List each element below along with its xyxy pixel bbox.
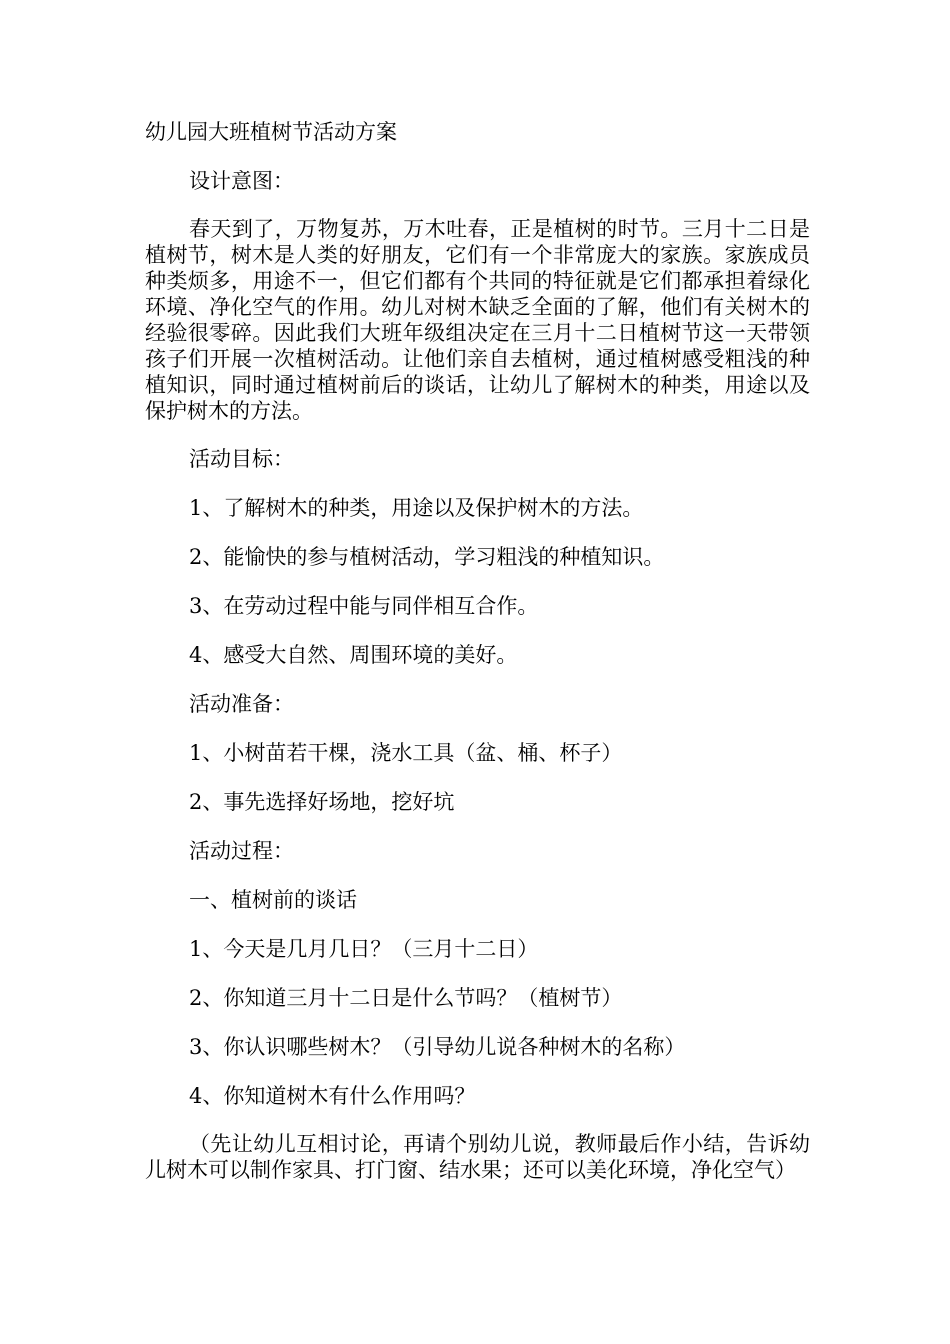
- process-question-4: 4、你知道树木有什么作用吗？: [189, 1084, 476, 1108]
- goal-item-4: 4、感受大自然、周围环境的美好。: [189, 643, 518, 667]
- section-heading-design-intent: 设计意图：: [189, 169, 294, 193]
- process-note: （先让幼儿互相讨论，再请个别幼儿说，教师最后作小结，告诉幼儿树木可以制作家具、打门窗、结水果；还可以美化环境，净化空气）: [145, 1132, 810, 1182]
- document-page: [145, 118, 810, 1204]
- preparation-item-1: 1、小树苗若干棵，浇水工具（盆、桶、杯子）: [189, 741, 623, 765]
- process-question-1: 1、今天是几月几日？（三月十二日）: [189, 937, 539, 961]
- preparation-item-2: 2、事先选择好场地，挖好坑: [189, 790, 455, 814]
- section-heading-goals: 活动目标：: [189, 447, 294, 471]
- goal-item-1: 1、了解树木的种类，用途以及保护树木的方法。: [189, 496, 644, 520]
- goal-item-3: 3、在劳动过程中能与同伴相互合作。: [189, 594, 539, 618]
- document-title: 幼儿园大班植树节活动方案: [145, 120, 397, 144]
- design-intent-body: 春天到了，万物复苏，万木吐春，正是植树的时节。三月十二日是植树节，树木是人类的好朋友，它们有一个非常庞大的家族。家族成员种类烦多，用途不一，但它们都有个共同的特征就是它们都承担着绿化环境、净化空气的作用。幼儿对树木缺乏全面的了解，他们有关树木的经验很零碎。因此我们大班年级组决定在三月十二日植树节这一天带领孩子们开展一次植树活动。让他们亲自去植树，通过植树感受粗浅的种植知识，同时通过植树前后的谈话，让幼儿了解树木的种类，用途以及保护树木的方法。: [145, 217, 810, 423]
- section-heading-process: 活动过程：: [189, 839, 294, 863]
- goal-item-2: 2、能愉快的参与植树活动，学习粗浅的种植知识。: [189, 545, 665, 569]
- process-question-2: 2、你知道三月十二日是什么节吗？（植树节）: [189, 986, 623, 1010]
- section-heading-preparation: 活动准备：: [189, 692, 294, 716]
- process-question-3: 3、你认识哪些树木？（引导幼儿说各种树木的名称）: [189, 1035, 686, 1059]
- process-subheading-1: 一、植树前的谈话: [189, 888, 357, 912]
